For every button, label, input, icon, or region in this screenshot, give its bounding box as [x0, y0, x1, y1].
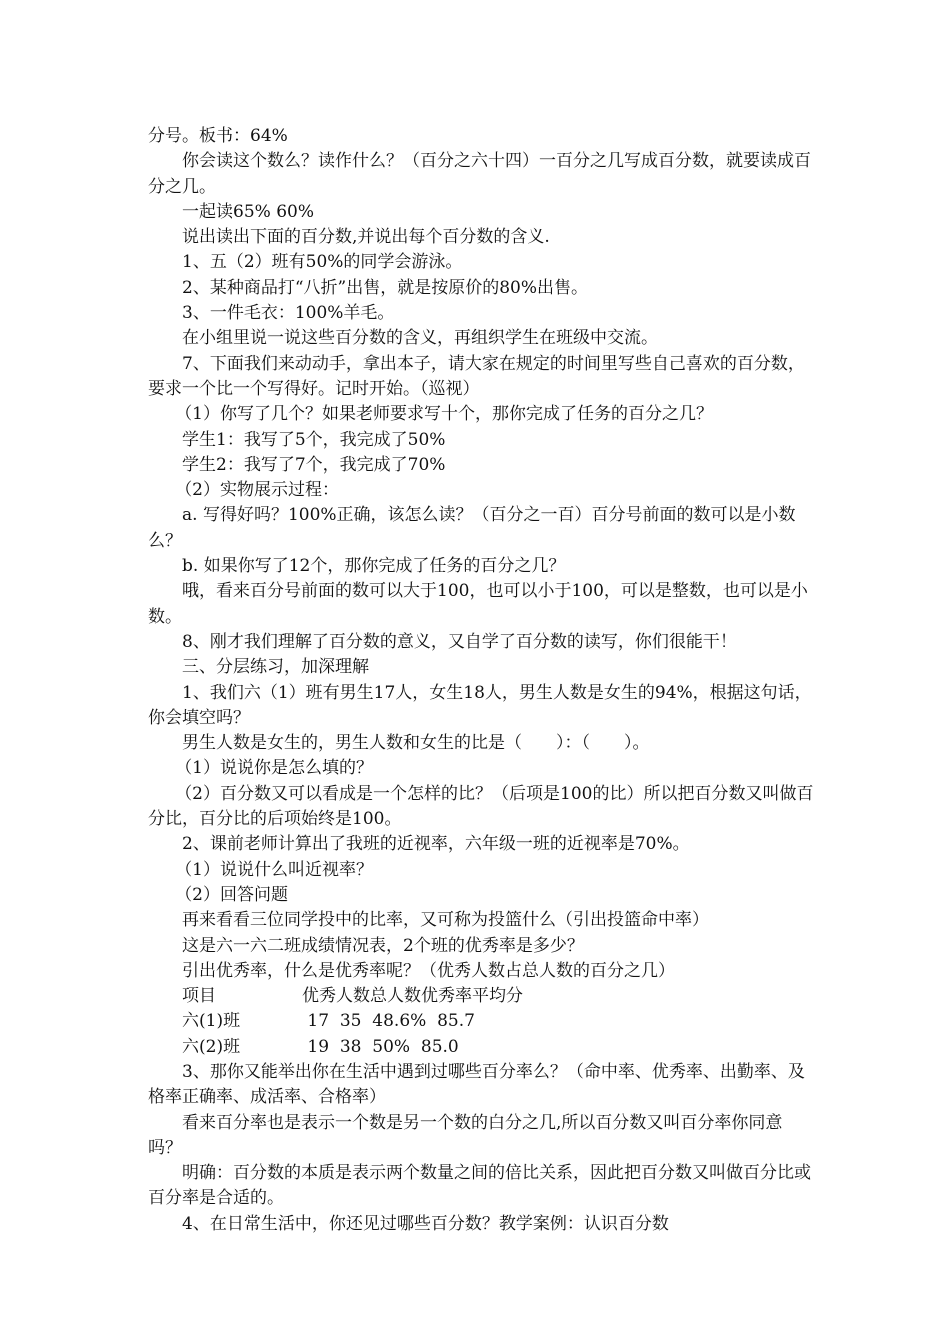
paragraph: 引出优秀率，什么是优秀率呢？（优秀人数占总人数的百分之几）	[182, 960, 675, 981]
paragraph: 说出读出下面的百分数,并说出每个百分数的含义.	[182, 227, 550, 248]
paragraph: 再来看看三位同学投中的比率，又可称为投篮什么（引出投篮命中率）	[182, 910, 709, 931]
paragraph: 明确：百分数的本质是表示两个数量之间的倍比关系，因此把百分数又叫做百分比或百分率是合适的。	[148, 1163, 811, 1209]
paragraph: （1）说说什么叫近视率？	[175, 859, 374, 880]
paragraph: （1）说说你是怎么填的？	[175, 758, 374, 779]
paragraph: （1）你写了几个？如果老师要求写十个，那你完成了任务的百分之几？	[175, 404, 714, 425]
paragraph: 2、某种商品打“八折”出售，就是按原价的80%出售。	[182, 277, 588, 298]
paragraph: 看来百分率也是表示一个数是另一个数的白分之几,所以百分数又叫百分率你同意吗？	[148, 1112, 783, 1158]
table-header-cell: 优秀人数总人数优秀率平均分	[302, 986, 523, 1007]
table-cell: 17 35 48.6% 85.7	[302, 1011, 475, 1032]
paragraph: 一起读65% 60%	[182, 201, 314, 222]
table-header	[148, 984, 816, 1009]
paragraph: 3、一件毛衣：100%羊毛。	[182, 303, 395, 324]
paragraph: 7、下面我们来动动手，拿出本子，请大家在规定的时间里写些自己喜欢的百分数，要求一个比一个写得好。记时开始。（巡视）	[148, 353, 805, 399]
paragraph: 学生2：我写了7个，我完成了70%	[182, 454, 446, 475]
paragraph: 你会读这个数么？读作什么？（百分之六十四）一百分之几写成百分数，就要读成百分之几。	[148, 151, 811, 197]
paragraph: 4、在日常生活中，你还见过哪些百分数？教学案例：认识百分数	[182, 1213, 669, 1234]
table-row	[148, 1035, 816, 1060]
table-header-cell: 项目	[182, 986, 216, 1007]
paragraph: 2、课前老师计算出了我班的近视率，六年级一班的近视率是70%。	[182, 834, 690, 855]
paragraph: b. 如果你写了12个，那你完成了任务的百分之几？	[182, 556, 566, 577]
table-row	[148, 1009, 816, 1034]
paragraph: 这是六一六二班成绩情况表，2个班的优秀率是多少？	[182, 935, 584, 956]
paragraph: （2）实物展示过程：	[175, 480, 340, 501]
table-cell: 六(2)班	[182, 1036, 241, 1057]
paragraph: 学生1：我写了5个，我完成了50%	[182, 429, 446, 450]
paragraph: 分号。板书：64%	[148, 126, 288, 146]
paragraph: 哦，看来百分号前面的数可以大于100，也可以小于100，可以是整数，也可以是小数。	[148, 581, 808, 627]
paragraph: 1、五（2）班有50%的同学会游泳。	[182, 252, 463, 273]
paragraph: （2）回答问题	[175, 884, 289, 905]
section-heading: 三、分层练习，加深理解	[182, 657, 369, 678]
paragraph: 1、我们六（1）班有男生17人，女生18人，男生人数是女生的94%，根据这句话，你会填空吗？	[148, 682, 812, 728]
paragraph: 男生人数是女生的，男生人数和女生的比是（ ）：（ ）。	[182, 733, 650, 754]
paragraph: a. 写得好吗？100%正确，该怎么读？（百分之一百）百分号前面的数可以是小数么？	[148, 505, 796, 551]
paragraph: （2）百分数又可以看成是一个怎样的比？（后项是100的比）所以把百分数又叫做百分比，百分比的后项始终是100。	[148, 783, 814, 830]
paragraph: 8、刚才我们理解了百分数的意义，又自学了百分数的读写，你们很能干！	[182, 631, 737, 652]
paragraph: 3、那你又能举出你在生活中遇到过哪些百分率么？（命中率、优秀率、出勤率、及格率正确率、成活率、合格率）	[148, 1061, 805, 1108]
table-cell: 19 38 50% 85.0	[302, 1036, 459, 1057]
table-cell: 六(1)班	[182, 1011, 241, 1032]
document-body	[148, 124, 816, 1237]
paragraph: 在小组里说一说这些百分数的含义，再组织学生在班级中交流。	[182, 328, 658, 349]
